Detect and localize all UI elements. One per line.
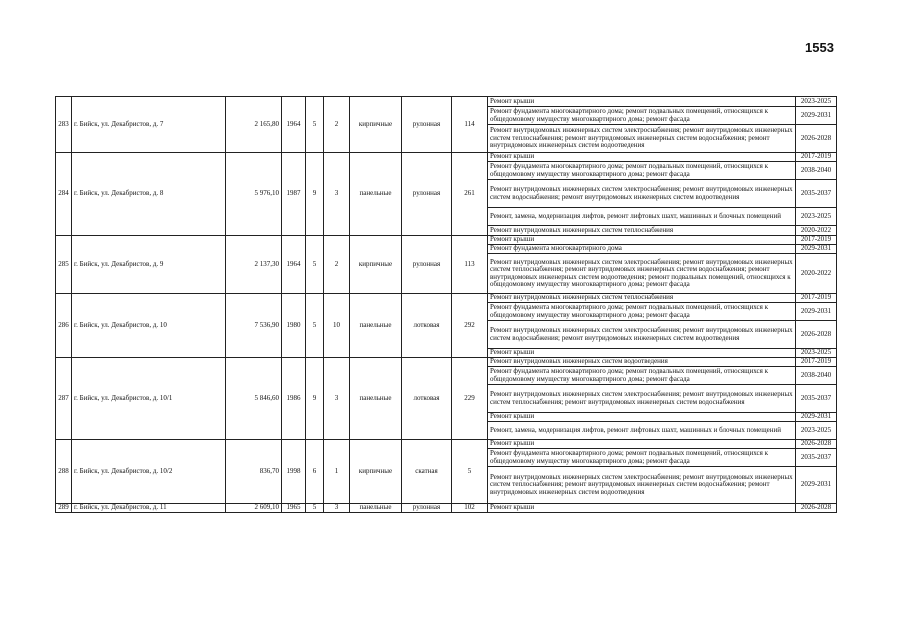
- work-period: 2020-2022: [796, 226, 837, 236]
- construction-year: 1965: [282, 504, 306, 513]
- capital-repair-table: [55, 96, 837, 513]
- total-area: 7 536,90: [226, 294, 282, 358]
- construction-year: 1998: [282, 440, 306, 504]
- roof-type: лотковая: [402, 294, 452, 358]
- residents-count: 113: [452, 236, 488, 294]
- work-description: Ремонт фундамента многоквартирного дома; ремонт подвальных помещений, относящихся к общедомовому имуществу многоквартирного дома; ремонт фасада: [488, 449, 796, 467]
- work-description: Ремонт крыши: [488, 413, 796, 422]
- work-description: Ремонт внутридомовых инженерных систем электроснабжения; ремонт внутридомовых инженерных систем теплоснабжения; ремонт внутридомовых инженерных систем водоснабжения; ремонт внутридомовых инженерных систем водоотведения: [488, 125, 796, 153]
- wall-material: кирпичные: [350, 97, 402, 153]
- table-row: [56, 97, 837, 107]
- work-period: 2023-2025: [796, 97, 837, 107]
- work-period: 2017-2019: [796, 294, 837, 303]
- table-row: [56, 153, 837, 162]
- floors-count: 6: [306, 440, 324, 504]
- roof-type: рулонная: [402, 153, 452, 236]
- roof-type: скатная: [402, 440, 452, 504]
- work-period: 2017-2019: [796, 153, 837, 162]
- work-description: Ремонт крыши: [488, 236, 796, 245]
- row-number: 288: [56, 440, 72, 504]
- residents-count: 114: [452, 97, 488, 153]
- building-address: г. Бийск, ул. Декабристов, д. 10/1: [72, 358, 226, 440]
- floors-count: 5: [306, 294, 324, 358]
- building-address: г. Бийск, ул. Декабристов, д. 10/2: [72, 440, 226, 504]
- row-number: 284: [56, 153, 72, 236]
- work-description: Ремонт, замена, модернизация лифтов, ремонт лифтовых шахт, машинных и блочных помещений: [488, 422, 796, 440]
- roof-type: лотковая: [402, 358, 452, 440]
- work-period: 2023-2025: [796, 208, 837, 226]
- entrances-count: 1: [324, 440, 350, 504]
- total-area: 2 137,30: [226, 236, 282, 294]
- work-description: Ремонт внутридомовых инженерных систем теплоснабжения: [488, 226, 796, 236]
- row-number: 283: [56, 97, 72, 153]
- building-address: г. Бийск, ул. Декабристов, д. 8: [72, 153, 226, 236]
- construction-year: 1980: [282, 294, 306, 358]
- work-description: Ремонт фундамента многоквартирного дома; ремонт подвальных помещений, относящихся к общедомовому имуществу многоквартирного дома; ремонт фасада: [488, 367, 796, 385]
- work-period: 2029-2031: [796, 107, 837, 125]
- work-description: Ремонт фундамента многоквартирного дома; ремонт подвальных помещений, относящихся к общедомовому имуществу многоквартирного дома; ремонт фасада: [488, 107, 796, 125]
- work-description: Ремонт фундамента многоквартирного дома; ремонт подвальных помещений, относящихся к общедомовому имуществу многоквартирного дома; ремонт фасада: [488, 303, 796, 321]
- work-period: 2023-2025: [796, 349, 837, 358]
- construction-year: 1987: [282, 153, 306, 236]
- work-period: 2023-2025: [796, 422, 837, 440]
- residents-count: 229: [452, 358, 488, 440]
- work-description: Ремонт фундамента многоквартирного дома: [488, 245, 796, 254]
- work-period: 2026-2028: [796, 440, 837, 449]
- wall-material: кирпичные: [350, 440, 402, 504]
- table-row: [56, 236, 837, 245]
- wall-material: панельные: [350, 504, 402, 513]
- residents-count: 102: [452, 504, 488, 513]
- roof-type: рулонная: [402, 504, 452, 513]
- wall-material: кирпичные: [350, 236, 402, 294]
- work-period: 2017-2019: [796, 358, 837, 367]
- construction-year: 1964: [282, 236, 306, 294]
- work-period: 2029-2031: [796, 467, 837, 504]
- table-row: [56, 358, 837, 367]
- floors-count: 9: [306, 358, 324, 440]
- wall-material: панельные: [350, 294, 402, 358]
- work-description: Ремонт фундамента многоквартирного дома; ремонт подвальных помещений, относящихся к общедомовому имуществу многоквартирного дома; ремонт фасада: [488, 162, 796, 180]
- work-description: Ремонт внутридомовых инженерных систем электроснабжения; ремонт внутридомовых инженерных систем водоснабжения; ремонт внутридомовых инженерных систем водоотведения: [488, 180, 796, 208]
- work-description: Ремонт, замена, модернизация лифтов, ремонт лифтовых шахт, машинных и блочных помещений: [488, 208, 796, 226]
- work-description: Ремонт внутридомовых инженерных систем теплоснабжения: [488, 294, 796, 303]
- building-address: г. Бийск, ул. Декабристов, д. 11: [72, 504, 226, 513]
- work-period: 2029-2031: [796, 413, 837, 422]
- work-description: Ремонт крыши: [488, 349, 796, 358]
- building-address: г. Бийск, ул. Декабристов, д. 7: [72, 97, 226, 153]
- total-area: 5 976,10: [226, 153, 282, 236]
- work-period: 2038-2040: [796, 162, 837, 180]
- work-description: Ремонт внутридомовых инженерных систем электроснабжения; ремонт внутридомовых инженерных систем теплоснабжения; ремонт внутридомовых инженерных систем водоснабжения; ремонт внутридомовых инженерных систем водоотведения: [488, 467, 796, 504]
- work-period: 2035-2037: [796, 180, 837, 208]
- floors-count: 9: [306, 153, 324, 236]
- work-period: 2029-2031: [796, 303, 837, 321]
- work-period: 2026-2028: [796, 504, 837, 513]
- work-period: 2020-2022: [796, 254, 837, 294]
- work-description: Ремонт внутридомовых инженерных систем электроснабжения; ремонт внутридомовых инженерных систем водоснабжения; ремонт внутридомовых инженерных систем водоотведения: [488, 321, 796, 349]
- row-number: 287: [56, 358, 72, 440]
- total-area: 2 609,10: [226, 504, 282, 513]
- work-period: 2026-2028: [796, 321, 837, 349]
- work-period: 2017-2019: [796, 236, 837, 245]
- roof-type: рулонная: [402, 97, 452, 153]
- row-number: 286: [56, 294, 72, 358]
- total-area: 2 165,80: [226, 97, 282, 153]
- floors-count: 5: [306, 504, 324, 513]
- total-area: 836,70: [226, 440, 282, 504]
- work-description: Ремонт крыши: [488, 440, 796, 449]
- work-description: Ремонт крыши: [488, 153, 796, 162]
- residents-count: 261: [452, 153, 488, 236]
- table-row: [56, 294, 837, 303]
- work-description: Ремонт крыши: [488, 97, 796, 107]
- residents-count: 5: [452, 440, 488, 504]
- floors-count: 5: [306, 236, 324, 294]
- residents-count: 292: [452, 294, 488, 358]
- work-description: Ремонт внутридомовых инженерных систем электроснабжения; ремонт внутридомовых инженерных систем теплоснабжения; ремонт внутридомовых инженерных систем водоснабжения: [488, 385, 796, 413]
- entrances-count: 3: [324, 153, 350, 236]
- construction-year: 1986: [282, 358, 306, 440]
- page-number: 1553: [805, 40, 834, 55]
- floors-count: 5: [306, 97, 324, 153]
- construction-year: 1964: [282, 97, 306, 153]
- entrances-count: 2: [324, 97, 350, 153]
- row-number: 289: [56, 504, 72, 513]
- work-description: Ремонт внутридомовых инженерных систем электроснабжения; ремонт внутридомовых инженерных систем теплоснабжения; ремонт внутридомовых инженерных систем водоснабжения; ремонт внутридомовых инженерных систем водоотведения; ремонт подвальных помещений, относящихся к общедомовому имуществу многоквартирного дома; ремонт фасада: [488, 254, 796, 294]
- table-row: [56, 504, 837, 513]
- work-description: Ремонт внутридомовых инженерных систем водоотведения: [488, 358, 796, 367]
- work-period: 2035-2037: [796, 449, 837, 467]
- table-row: [56, 440, 837, 449]
- table-body: [56, 97, 837, 513]
- wall-material: панельные: [350, 153, 402, 236]
- entrances-count: 10: [324, 294, 350, 358]
- building-address: г. Бийск, ул. Декабристов, д. 10: [72, 294, 226, 358]
- work-period: 2026-2028: [796, 125, 837, 153]
- total-area: 5 846,60: [226, 358, 282, 440]
- work-period: 2038-2040: [796, 367, 837, 385]
- work-description: Ремонт крыши: [488, 504, 796, 513]
- wall-material: панельные: [350, 358, 402, 440]
- work-period: 2035-2037: [796, 385, 837, 413]
- entrances-count: 3: [324, 504, 350, 513]
- roof-type: рулонная: [402, 236, 452, 294]
- row-number: 285: [56, 236, 72, 294]
- entrances-count: 2: [324, 236, 350, 294]
- entrances-count: 3: [324, 358, 350, 440]
- work-period: 2029-2031: [796, 245, 837, 254]
- building-address: г. Бийск, ул. Декабристов, д. 9: [72, 236, 226, 294]
